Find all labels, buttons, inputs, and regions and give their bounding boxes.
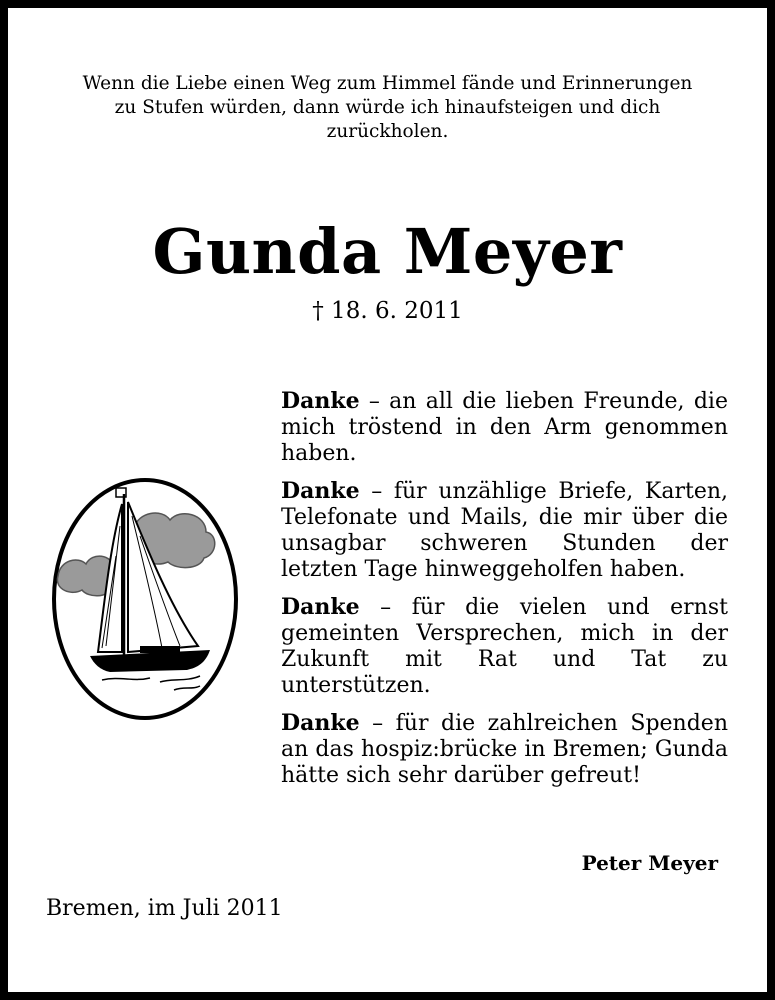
thanks-text: – für die vielen und ernst gemeinten Versprechen, mich in der Zukunft mit Rat und Tat zu unterstützen. [281, 595, 728, 698]
thanks-lead: Danke [281, 710, 360, 736]
quote-line: zu Stufen würden, dann würde ich hinaufsteigen und dich [114, 97, 661, 118]
thanks-lead: Danke [281, 594, 360, 620]
sailboat-icon [50, 476, 240, 722]
thanks-paragraph [281, 478, 728, 583]
thanks-lead: Danke [281, 388, 360, 414]
thanks-text: – an all die lieben Freunde, die mich tröstend in den Arm genommen haben. [281, 389, 728, 466]
deceased-name: Gunda Meyer [152, 215, 623, 288]
thanks-lead: Danke [281, 478, 360, 504]
place-date: Bremen, im Juli 2011 [46, 896, 283, 921]
thanks-paragraph [281, 710, 728, 789]
thanks-paragraph [281, 594, 728, 699]
thanks-section [281, 388, 728, 800]
death-date: † 18. 6. 2011 [312, 298, 463, 324]
memorial-quote [40, 72, 735, 144]
thanks-text: – für unzählige Briefe, Karten, Telefonate und Mails, die mir über die unsagbar schweren Stunden der letzten Tage hinweggeholfen haben. [281, 479, 728, 582]
signature: Peter Meyer [581, 851, 718, 875]
thanks-paragraph [281, 388, 728, 467]
quote-line: zurückholen. [326, 121, 449, 142]
thanks-text: – für die zahlreichen Spenden an das hospiz:brücke in Bremen; Gunda hätte sich sehr darüber gefreut! [281, 711, 728, 788]
quote-line: Wenn die Liebe einen Weg zum Himmel fände und Erinnerungen [82, 73, 693, 94]
